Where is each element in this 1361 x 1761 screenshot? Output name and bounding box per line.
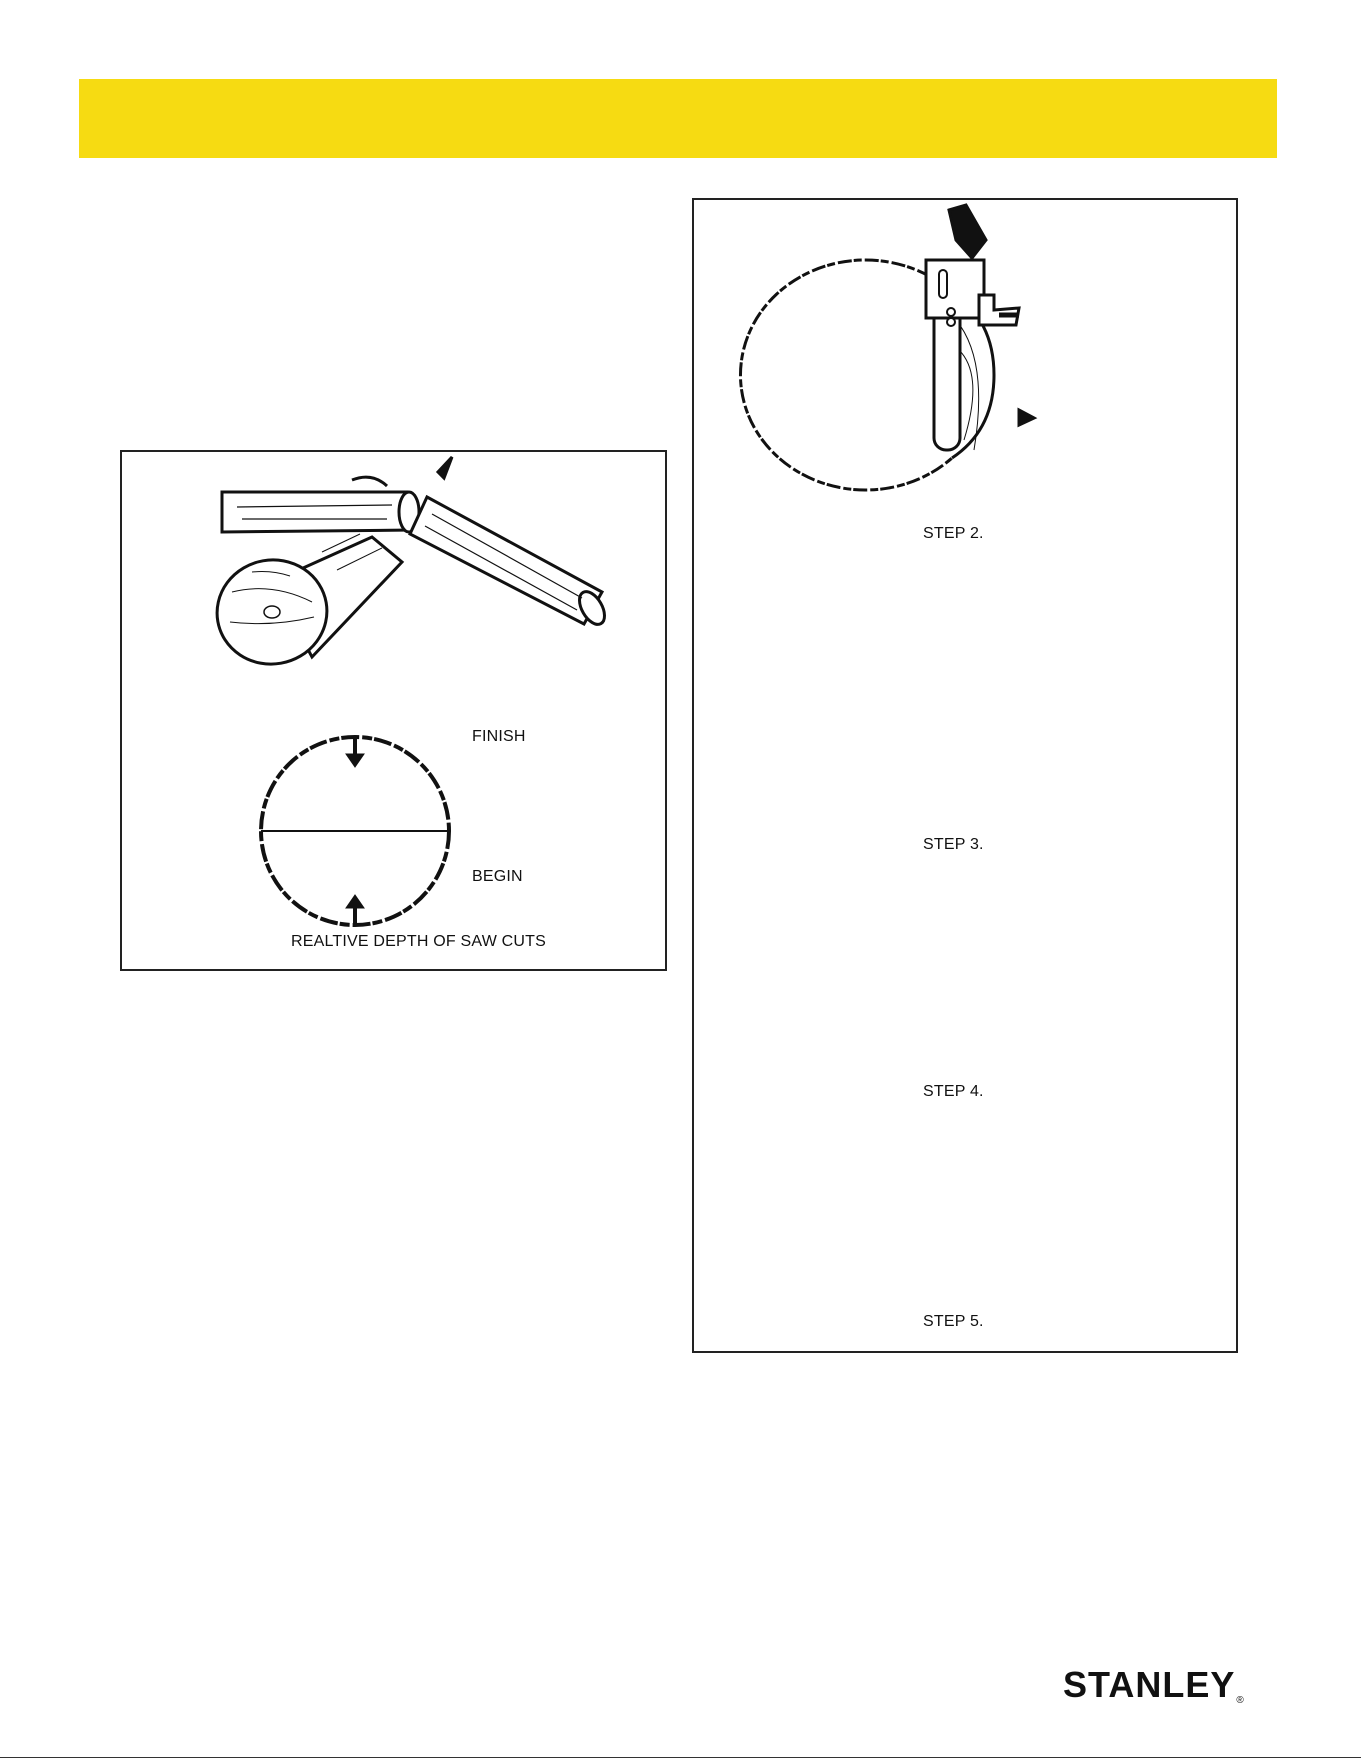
base-log (209, 534, 402, 673)
figure-relative-depth (120, 450, 667, 971)
label-finish: FINISH (472, 728, 526, 745)
step-4-label: STEP 4. (923, 1083, 984, 1100)
header-banner (79, 79, 1277, 158)
top-log-left (222, 477, 419, 532)
registered-mark: ® (1236, 1695, 1245, 1706)
step-3-label: STEP 3. (923, 836, 984, 853)
label-begin: BEGIN (472, 868, 523, 885)
down-arrow-icon (438, 457, 452, 478)
stanley-logo (1063, 1664, 1245, 1706)
figure-cutting-steps (692, 198, 1238, 1353)
brand-name: STANLEY (1063, 1664, 1236, 1705)
step-5-label: STEP 5. (923, 1313, 984, 1330)
log-cutting-illustration (122, 452, 669, 973)
cut-depth-circle (261, 737, 449, 925)
step2-drawing (740, 205, 1034, 490)
figure-caption: REALTIVE DEPTH OF SAW CUTS (291, 933, 547, 950)
top-log-right (410, 497, 610, 629)
step-2-label: STEP 2. (923, 525, 984, 542)
cutting-steps-illustration (694, 200, 1240, 1355)
footer-rule (0, 1757, 1361, 1758)
